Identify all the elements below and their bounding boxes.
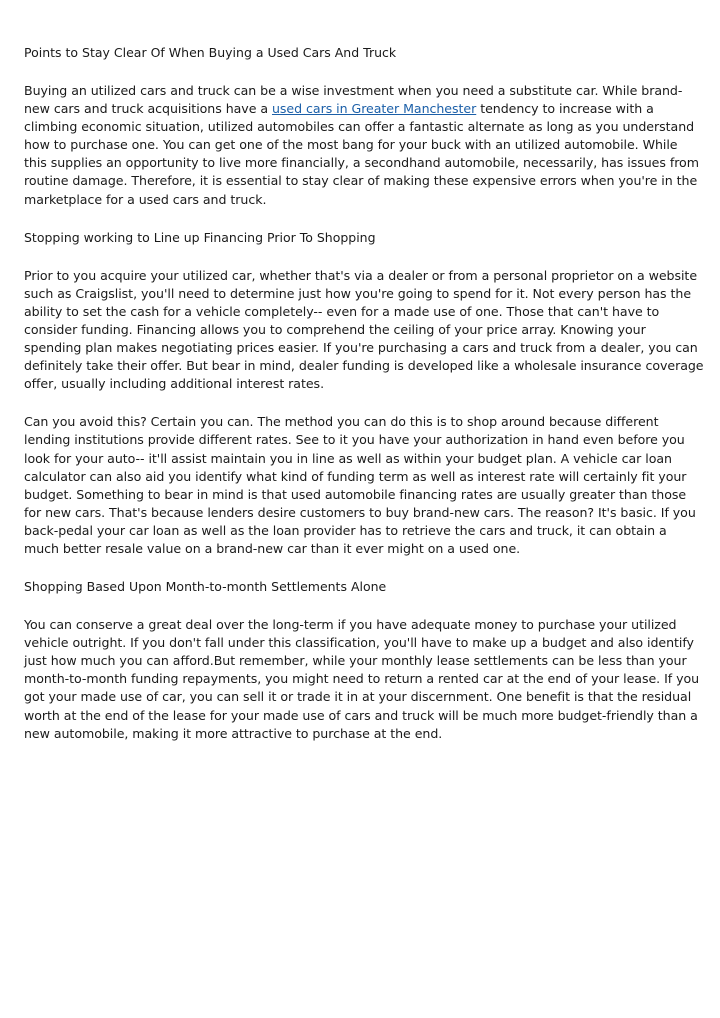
paragraph-monthly-payments: You can conserve a great deal over the long-term if you have adequate money to purchase your utilized vehicle outright. If you don't fall under this classification, you'll have to make up a budget and also identify just how much you can afford.But remember, while your monthly lease settlements can be less than your month-to-month funding repayments, you might need to return a rented car at the end of your lease. If you got your made use of car, you can sell it or trade it in at your discernment. One benefit is that the residual worth at the end of the lease for your made use of cars and truck will be much more budget-friendly than a new automobile, making it more attractive to purchase at the end. bbox=[24, 617, 700, 741]
section-heading-monthly-payments: Shopping Based Upon Month-to-month Settlements Alone bbox=[24, 579, 387, 595]
paragraph-intro bbox=[24, 82, 704, 209]
paragraph-intro-text-start: Buying an utilized cars and truck can be a wise investment when you need a substitute car. While brand-new cars and truck acquisitions have a bbox=[24, 83, 683, 117]
paragraph-avoid: Can you avoid this? Certain you can. The method you can do this is to shop around because different lending institutions provide different rates. See to it you have your authorization in hand even before you look for your auto-- it'll assist maintain you in line as well as within your budget plan. A vehicle car loan calculator can also aid you identify what kind of funding term as well as interest rate will certainly fit your budget. Something to bear in mind is that used automobile financing rates are usually greater than those for new cars. That's because lenders desire customers to buy brand-new cars. The reason? It's basic. If you back-pedal your car loan as well as the loan provider has to retrieve the cars and truck, it can obtain a much better resale value on a brand-new car than it ever might on a used one. bbox=[24, 414, 696, 556]
section-heading-financing: Stopping working to Line up Financing Prior To Shopping bbox=[24, 229, 376, 245]
paragraph-financing: Prior to you acquire your utilized car, whether that's via a dealer or from a personal proprietor on a website such as Craigslist, you'll need to determine just how you're going to spend for it. Not every person has the ability to set the cash for a vehicle completely-- even for a made use of one. Those that can't have to consider funding. Financing allows you to comprehend the ceiling of your price array. Knowing your spending plan makes negotiating prices easier. If you're purchasing a cars and truck from a dealer, you can definitely take their offer. But bear in mind, dealer funding is developed like a wholesale insurance coverage offer, usually including additional interest rates. bbox=[24, 267, 704, 392]
document-title: Points to Stay Clear Of When Buying a Used Cars And Truck bbox=[24, 45, 397, 60]
used-cars-link[interactable]: used cars in Greater Manchester bbox=[271, 101, 477, 117]
paragraph-intro-text-end: tendency to increase with a climbing economic situation, utilized automobiles can offer a fantastic alternate as long as you understand how to purchase one. You can get one of the most bang for your buck with an utilized automobile. While this supplies an opportunity to live more financially, a secondhand automobile, necessarily, has issues from routine damage. Therefore, it is essential to stay clear of making these expensive errors when you're in the marketplace for a used cars and truck. bbox=[24, 101, 699, 207]
document-body bbox=[24, 44, 704, 763]
